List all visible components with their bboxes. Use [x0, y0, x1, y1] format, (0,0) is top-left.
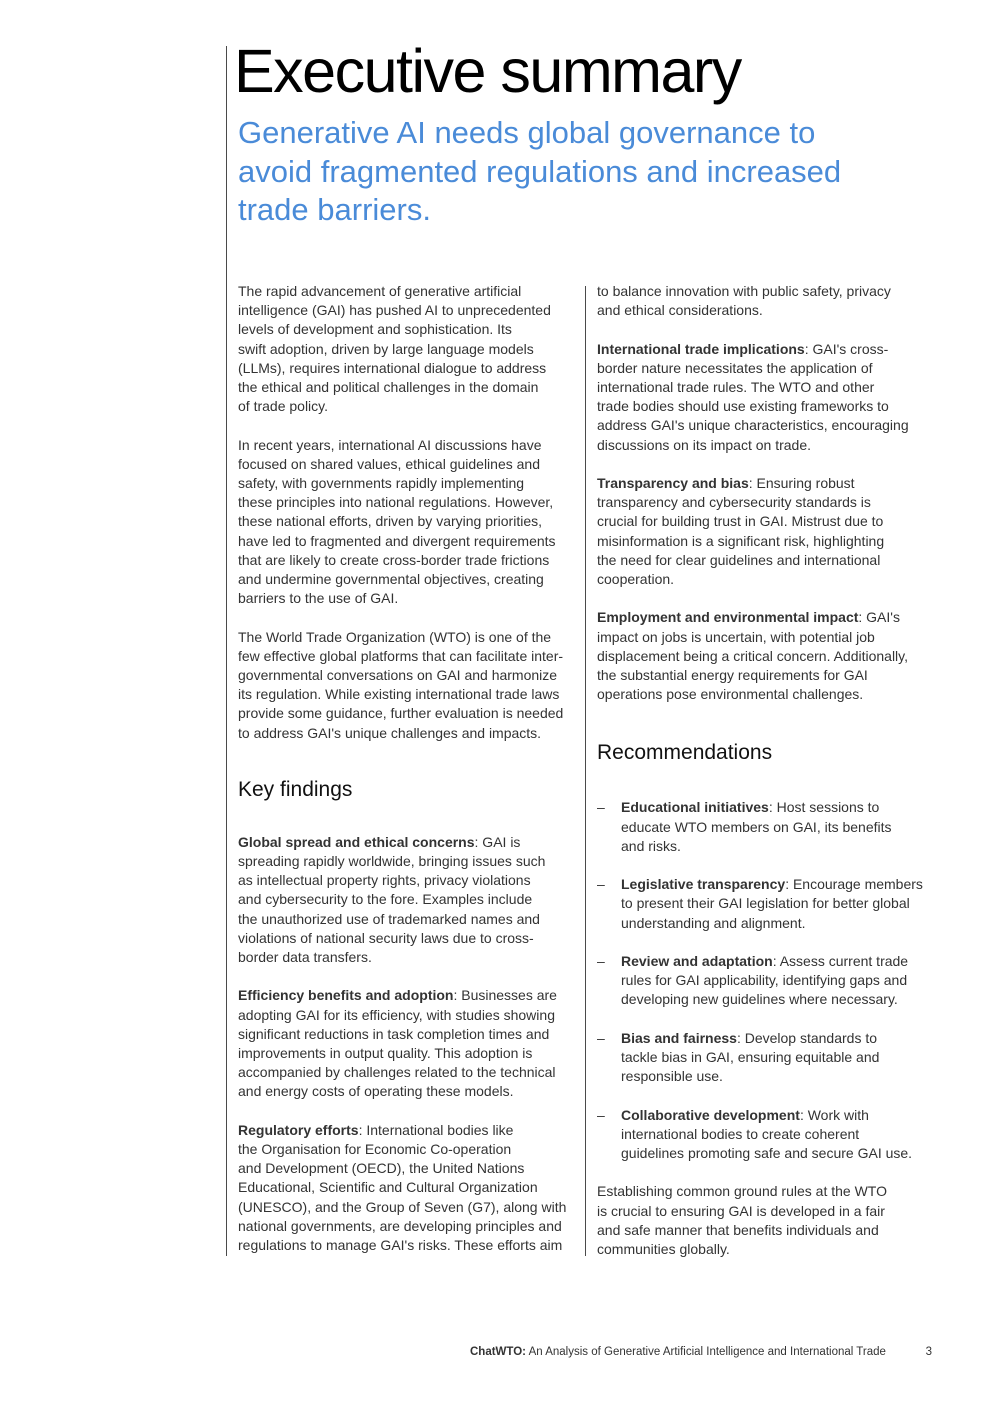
text-line: as intellectual property rights, privacy violations — [238, 872, 531, 889]
finding-title: Transparency and bias — [597, 475, 749, 491]
text-line: is crucial to ensuring GAI is developed in a fair — [597, 1202, 885, 1219]
text-line: the substantial energy requirements for GAI — [597, 667, 868, 684]
text-line: accompanied by challenges related to the technical — [238, 1064, 556, 1081]
recommendation-title: Educational initiatives — [621, 799, 769, 816]
text-line: intelligence (GAI) has pushed AI to unprecedented — [238, 302, 551, 319]
text-line: Establishing common ground rules at the WTO — [597, 1183, 887, 1200]
text-line: its regulation. While existing international trade laws — [238, 686, 560, 703]
finding-text: : International bodies like — [358, 1121, 514, 1138]
finding-text: : GAI is — [474, 833, 521, 850]
text-line: communities globally. — [597, 1241, 730, 1258]
text-line: and energy costs of operating these models. — [238, 1083, 514, 1100]
text-line — [238, 833, 578, 852]
text-line: educate WTO members on GAI, its benefits — [621, 818, 892, 835]
text-line — [621, 875, 937, 894]
recommendation-text: : Develop standards to — [736, 1029, 878, 1046]
text-line: violations of national security laws due to cross- — [238, 929, 534, 946]
text-line: and Development (OECD), the United Nations — [238, 1160, 525, 1177]
text-line: impact on jobs is uncertain, with potential job — [597, 628, 875, 645]
recommendation-item — [597, 1029, 937, 1087]
recommendation-text: : Host sessions to — [768, 799, 880, 816]
text-line: regulations to manage GAI's risks. These efforts aim — [238, 1237, 563, 1254]
page-subtitle: Generative AI needs global governance to avoid fragmented regulations and increased trade barriers. — [238, 115, 842, 227]
finding-regulatory-efforts — [238, 1121, 578, 1255]
text-line: few effective global platforms that can facilitate inter- — [238, 647, 564, 664]
text-line: international trade rules. The WTO and other — [597, 379, 875, 395]
finding-text: : GAI's cross- — [804, 340, 889, 357]
text-line: swift adoption, driven by large language models — [238, 340, 534, 357]
page-footer — [470, 1346, 932, 1358]
text-line: understanding and alignment. — [621, 914, 806, 931]
finding-text: : GAI's — [858, 609, 900, 626]
finding-transparency-bias — [597, 474, 937, 589]
finding-global-spread — [238, 833, 578, 967]
recommendation-item — [597, 952, 937, 1010]
text-line: cooperation. — [597, 571, 675, 588]
text-line: The rapid advancement of generative artificial — [238, 283, 522, 299]
finding-text: : Businesses are — [453, 987, 557, 1004]
text-line: national governments, are developing principles and — [238, 1217, 562, 1234]
dash-bullet: – — [597, 953, 605, 970]
text-line: operations pose environmental challenges. — [597, 686, 864, 703]
text-line: adopting GAI for its efficiency, with studies showing — [238, 1006, 555, 1023]
left-column — [238, 282, 578, 1255]
intro-paragraph-3 — [238, 628, 578, 743]
text-line: (LLMs), requires international dialogue to address — [238, 359, 547, 376]
text-line — [621, 1029, 937, 1048]
text-line — [597, 608, 937, 627]
page-number: 3 — [925, 1346, 932, 1358]
text-line: the ethical and political challenges in the domain — [238, 379, 539, 396]
text-line: rules for GAI applicability, identifying gaps and — [621, 972, 908, 989]
text-line: spreading rapidly worldwide, bringing issues such — [238, 853, 546, 870]
dash-bullet: – — [597, 1106, 605, 1123]
text-line: misinformation is a significant risk, highlighting — [597, 532, 885, 549]
dash-bullet: – — [597, 1029, 605, 1046]
text-line: address GAI's unique characteristics, encouraging — [597, 417, 909, 434]
dash-bullet: – — [597, 876, 605, 893]
finding-title: Global spread and ethical concerns — [238, 833, 475, 850]
text-line: trade bodies should use existing frameworks to — [597, 398, 889, 415]
finding-text: : Ensuring robust — [748, 475, 855, 491]
text-line: of trade policy. — [238, 398, 329, 415]
recommendation-item — [597, 1106, 937, 1164]
text-line — [621, 798, 937, 817]
finding-title: Regulatory efforts — [238, 1121, 359, 1138]
recommendation-item — [597, 798, 937, 856]
text-line: the unauthorized use of trademarked names and — [238, 910, 540, 927]
text-line — [621, 952, 937, 971]
intro-paragraph-1 — [238, 282, 578, 416]
text-line — [621, 1106, 937, 1125]
text-line: and risks. — [621, 837, 681, 854]
text-line: The World Trade Organization (WTO) is one of the — [238, 628, 552, 645]
finding-title: International trade implications — [597, 340, 805, 357]
text-line: the need for clear guidelines and international — [597, 551, 881, 568]
recommendation-title: Collaborative development — [621, 1106, 800, 1123]
text-line: border data transfers. — [238, 949, 372, 966]
text-line: and safe manner that benefits individuals and — [597, 1221, 879, 1238]
dash-bullet: – — [597, 799, 605, 816]
text-line: these national efforts, driven by varying priorities, — [238, 513, 543, 530]
text-line: discussions on its impact on trade. — [597, 436, 811, 453]
finding-title: Efficiency benefits and adoption — [238, 987, 454, 1004]
text-line: (UNESCO), and the Group of Seven (G7), along with — [238, 1198, 567, 1215]
recommendation-item — [597, 875, 937, 933]
text-line: crucial for building trust in GAI. Mistrust due to — [597, 513, 884, 530]
text-line: improvements in output quality. This adoption is — [238, 1045, 533, 1062]
text-line: displacement being a critical concern. Additionally, — [597, 647, 909, 664]
continuation-paragraph — [597, 282, 937, 320]
text-line — [238, 1121, 578, 1140]
text-line: governmental conversations on GAI and harmonize — [238, 667, 558, 684]
finding-employment-environment — [597, 608, 937, 704]
text-line: international bodies to create coherent — [621, 1125, 860, 1142]
text-line: significant reductions in task completion times and — [238, 1025, 550, 1042]
text-line: developing new guidelines where necessary. — [621, 991, 898, 1008]
text-line: barriers to the use of GAI. — [238, 590, 399, 607]
key-findings-heading: Key findings — [238, 777, 353, 801]
footer-publication-subtitle: An Analysis of Generative Artificial Intelligence and International Trade — [526, 1346, 886, 1358]
text-line: provide some guidance, further evaluation is needed — [238, 705, 564, 722]
page-title: Executive summary — [234, 37, 741, 105]
text-line: focused on shared values, ethical guidelines and — [238, 455, 540, 472]
text-line: levels of development and sophistication. Its — [238, 321, 512, 338]
recommendation-text: : Encourage members — [785, 876, 923, 893]
recommendation-text: : Work with — [799, 1106, 869, 1123]
finding-title: Employment and environmental impact — [597, 609, 859, 626]
right-column — [597, 282, 937, 1259]
text-line: to balance innovation with public safety, privacy — [597, 283, 891, 299]
text-line: these principles into national regulations. However, — [238, 494, 554, 511]
text-line: safety, with governments rapidly implementing — [238, 475, 525, 492]
recommendations-heading: Recommendations — [597, 741, 773, 765]
finding-efficiency-benefits — [238, 986, 578, 1101]
text-line — [597, 340, 937, 359]
text-line — [238, 986, 578, 1005]
text-line: responsible use. — [621, 1068, 723, 1085]
finding-trade-implications — [597, 340, 937, 455]
text-line: to address GAI's unique challenges and impacts. — [238, 724, 542, 741]
text-line: have led to fragmented and divergent requirements — [238, 532, 556, 549]
text-line: and undermine governmental objectives, creating — [238, 571, 544, 588]
text-line: transparency and cybersecurity standards is — [597, 494, 871, 511]
text-line: In recent years, international AI discussions have — [238, 436, 542, 453]
text-line: border nature necessitates the application of — [597, 359, 873, 376]
footer-publication-title: ChatWTO: — [470, 1346, 527, 1358]
text-line: the Organisation for Economic Co-operation — [238, 1141, 512, 1158]
text-line: Educational, Scientific and Cultural Organization — [238, 1179, 538, 1196]
recommendation-title: Bias and fairness — [621, 1029, 737, 1046]
text-line: guidelines promoting safe and secure GAI use. — [621, 1145, 913, 1162]
recommendation-title: Legislative transparency — [621, 876, 786, 893]
text-line: tackle bias in GAI, ensuring equitable and — [621, 1049, 880, 1066]
text-line: and ethical considerations. — [597, 302, 763, 319]
text-line — [597, 474, 937, 493]
recommendation-text: : Assess current trade — [772, 953, 909, 970]
column-divider-rule — [585, 286, 586, 1256]
closing-paragraph — [597, 1182, 937, 1259]
recommendation-title: Review and adaptation — [621, 953, 773, 970]
text-line: that are likely to create cross-border trade frictions — [238, 551, 550, 568]
intro-paragraph-2 — [238, 436, 578, 609]
left-margin-rule — [226, 46, 227, 1256]
text-line: and cybersecurity to the fore. Examples include — [238, 891, 533, 908]
text-line: to present their GAI legislation for better global — [621, 895, 910, 912]
